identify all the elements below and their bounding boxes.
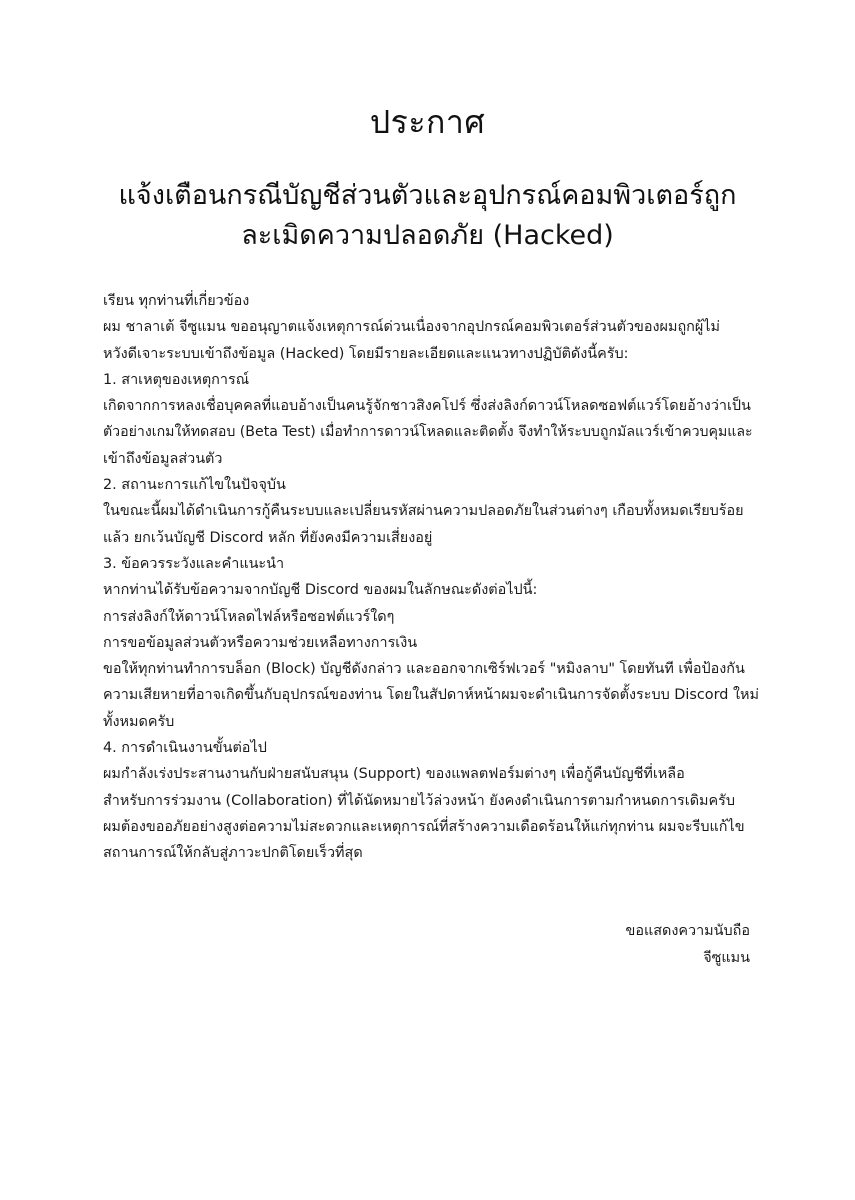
document-body	[103, 288, 763, 867]
closing-regards: ขอแสดงความนับถือ	[625, 923, 750, 939]
body-line: ในขณะนี้ผมได้ดำเนินการกู้คืนระบบและเปลี่ยนรหัสผ่านความปลอดภัยในส่วนต่างๆ เกือบทั้งหมดเรียบร้อย	[103, 503, 744, 520]
subtitle-line: แจ้งเตือนกรณีบัญชีส่วนตัวและอุปกรณ์คอมพิวเตอร์ถูก	[118, 180, 737, 211]
intro-line: หวังดีเจาะระบบเข้าถึงข้อมูล (Hacked) โดยมีรายละเอียดและแนวทางปฏิบัติดังนี้ครับ:	[103, 345, 629, 362]
body-line: การขอข้อมูลส่วนตัวหรือความช่วยเหลือทางการเงิน	[103, 634, 418, 651]
body-line: ขอให้ทุกท่านทำการบล็อก (Block) บัญชีดังกล่าว และออกจากเซิร์ฟเวอร์ "หมิงลาบ" โดยทันที เพื่อป้องกัน	[103, 661, 745, 678]
closing-block	[625, 918, 750, 971]
body-line: ทั้งหมดครับ	[103, 713, 175, 730]
intro-line: ผม ชาลาเต้ จีซูแมน ขออนุญาตแจ้งเหตุการณ์ด่วนเนื่องจากอุปกรณ์คอมพิวเตอร์ส่วนตัวของผมถูกผู้ไม่	[103, 319, 721, 336]
body-line: ผมกำลังเร่งประสานงานกับฝ่ายสนับสนุน (Support) ของแพลตฟอร์มต่างๆ เพื่อกู้คืนบัญชีที่เหลือ	[103, 766, 685, 783]
body-line: เกิดจากการหลงเชื่อบุคคลที่แอบอ้างเป็นคนรู้จักชาวสิงคโปร์ ซึ่งส่งลิงก์ดาวน์โหลดซอฟต์แวร์โดยอ้างว่าเป็น	[103, 398, 751, 415]
body-line: เข้าถึงข้อมูลส่วนตัว	[103, 450, 223, 467]
body-line: ตัวอย่างเกมให้ทดสอบ (Beta Test) เมื่อทำการดาวน์โหลดและติดตั้ง จึงทำให้ระบบถูกมัลแวร์เข้าควบคุมและ	[103, 424, 753, 441]
section-heading-status: 2. สถานะการแก้ไขในปัจจุบัน	[103, 477, 286, 494]
body-line: หากท่านได้รับข้อความจากบัญชี Discord ของผมในลักษณะดังต่อไปนี้:	[103, 582, 538, 599]
body-line: แล้ว ยกเว้นบัญชี Discord หลัก ที่ยังคงมีความเสี่ยงอยู่	[103, 529, 433, 546]
subtitle-line: ละเมิดความปลอดภัย (Hacked)	[241, 220, 614, 251]
signature-name: จีซูแมน	[703, 949, 750, 966]
salutation-line: เรียน ทุกท่านที่เกี่ยวข้อง	[103, 293, 250, 309]
body-line: สำหรับการร่วมงาน (Collaboration) ที่ได้นัดหมายไว้ล่วงหน้า ยังคงดำเนินการตามกำหนดการเดิมครับ	[103, 792, 736, 809]
document-subtitle	[60, 176, 795, 256]
section-heading-next-steps: 4. การดำเนินงานขั้นต่อไป	[103, 740, 267, 757]
body-line: การส่งลิงก์ให้ดาวน์โหลดไฟล์หรือซอฟต์แวร์ใดๆ	[103, 608, 395, 625]
body-line: สถานการณ์ให้กลับสู่ภาวะปกติโดยเร็วที่สุด	[103, 845, 363, 862]
section-heading-precautions: 3. ข้อควรระวังและคำแนะนำ	[103, 555, 285, 572]
section-heading-cause: 1. สาเหตุของเหตุการณ์	[103, 371, 250, 388]
body-line: ผมต้องขออภัยอย่างสูงต่อความไม่สะดวกและเหตุการณ์ที่สร้างความเดือดร้อนให้แก่ทุกท่าน ผมจะรีบแก้ไข	[103, 818, 745, 835]
document-title: ประกาศ	[369, 103, 486, 141]
body-line: ความเสียหายที่อาจเกิดขึ้นกับอุปกรณ์ของท่าน โดยในสัปดาห์หน้าผมจะดำเนินการจัดตั้งระบบ Discord ใหม่	[103, 687, 759, 704]
